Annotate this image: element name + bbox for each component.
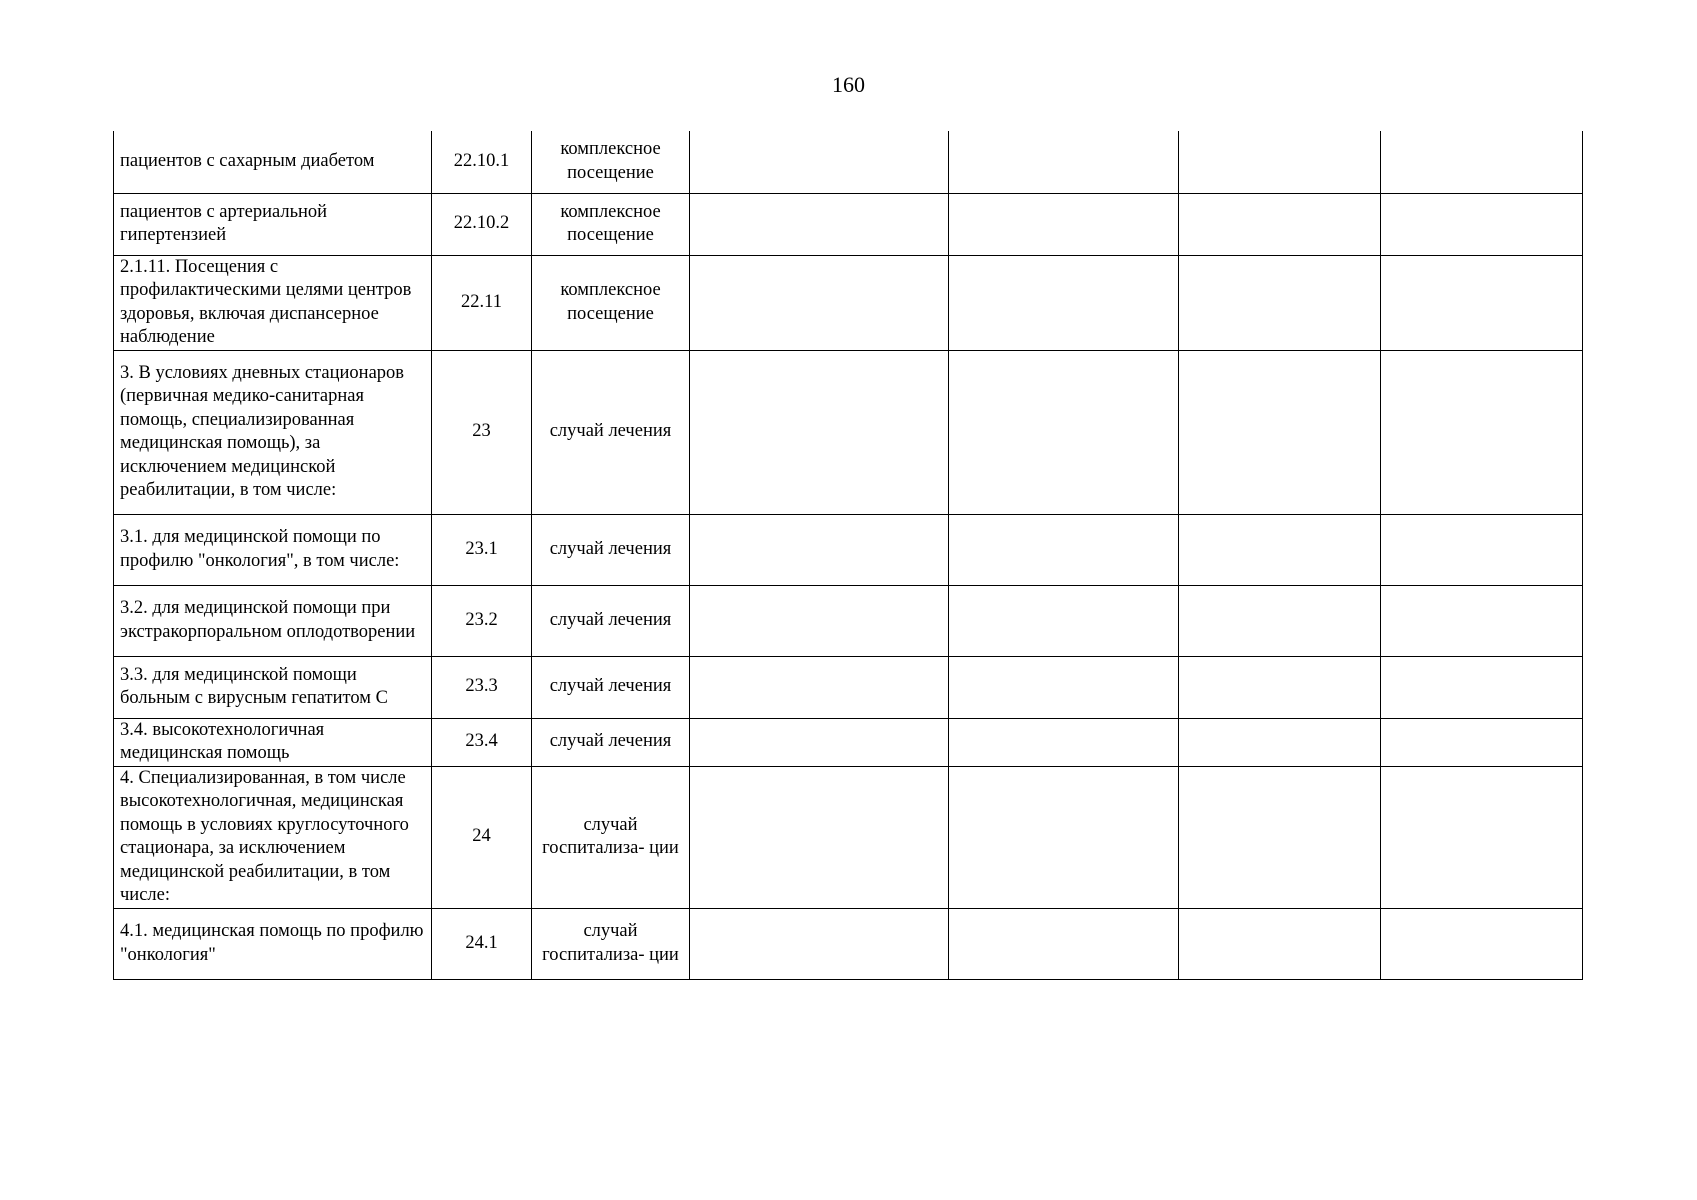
empty-cell: [690, 718, 949, 766]
row-unit-cell: случай лечения: [532, 514, 690, 585]
empty-cell: [949, 514, 1179, 585]
empty-cell: [949, 766, 1179, 908]
table-row: [114, 193, 1583, 255]
empty-cell: [1179, 766, 1381, 908]
table-row: [114, 514, 1583, 585]
row-code-cell: 22.11: [432, 255, 532, 350]
empty-cell: [1381, 908, 1583, 979]
empty-cell: [949, 656, 1179, 718]
empty-cell: [1179, 908, 1381, 979]
row-unit-cell: случай госпитализа- ции: [532, 766, 690, 908]
row-name-cell: 3.1. для медицинской помощи по профилю "онкология", в том числе:: [114, 514, 432, 585]
empty-cell: [690, 193, 949, 255]
empty-cell: [1179, 255, 1381, 350]
empty-cell: [1381, 255, 1583, 350]
row-name-cell: 4.1. медицинская помощь по профилю "онкология": [114, 908, 432, 979]
row-name-cell: 4. Специализированная, в том числе высокотехнологичная, медицинская помощь в условиях круглосуточного стационара, за исключением медицинской реабилитации, в том числе:: [114, 766, 432, 908]
empty-cell: [1179, 718, 1381, 766]
row-code-cell: 24.1: [432, 908, 532, 979]
empty-cell: [949, 718, 1179, 766]
empty-cell: [1381, 350, 1583, 514]
empty-cell: [949, 908, 1179, 979]
empty-cell: [1381, 193, 1583, 255]
table-row: [114, 585, 1583, 656]
table-row: [114, 350, 1583, 514]
row-code-cell: 23.2: [432, 585, 532, 656]
empty-cell: [1381, 514, 1583, 585]
empty-cell: [949, 131, 1179, 193]
row-name-cell: 3.2. для медицинской помощи при экстракорпоральном оплодотворении: [114, 585, 432, 656]
empty-cell: [690, 656, 949, 718]
row-name-cell: 2.1.11. Посещения с профилактическими целями центров здоровья, включая диспансерное наблюдение: [114, 255, 432, 350]
table-row: [114, 766, 1583, 908]
empty-cell: [949, 255, 1179, 350]
empty-cell: [690, 514, 949, 585]
row-code-cell: 23.1: [432, 514, 532, 585]
row-code-cell: 23: [432, 350, 532, 514]
row-code-cell: 22.10.2: [432, 193, 532, 255]
empty-cell: [690, 766, 949, 908]
empty-cell: [949, 193, 1179, 255]
empty-cell: [1179, 656, 1381, 718]
row-name-cell: 3. В условиях дневных стационаров (первичная медико-санитарная помощь, специализированная медицинская помощь), за исключением медицинской реабилитации, в том числе:: [114, 350, 432, 514]
table-row: [114, 255, 1583, 350]
row-name-cell: пациентов с сахарным диабетом: [114, 131, 432, 193]
row-unit-cell: комплексное посещение: [532, 255, 690, 350]
empty-cell: [1381, 131, 1583, 193]
empty-cell: [1381, 656, 1583, 718]
empty-cell: [690, 585, 949, 656]
empty-cell: [1179, 585, 1381, 656]
row-code-cell: 24: [432, 766, 532, 908]
document-table: [113, 131, 1583, 980]
table-row: [114, 131, 1583, 193]
empty-cell: [1381, 766, 1583, 908]
row-name-cell: 3.3. для медицинской помощи больным с вирусным гепатитом С: [114, 656, 432, 718]
row-unit-cell: случай лечения: [532, 656, 690, 718]
table-row: [114, 718, 1583, 766]
row-unit-cell: случай лечения: [532, 585, 690, 656]
empty-cell: [690, 131, 949, 193]
row-name-cell: 3.4. высокотехнологичная медицинская помощь: [114, 718, 432, 766]
empty-cell: [1179, 350, 1381, 514]
row-unit-cell: случай госпитализа- ции: [532, 908, 690, 979]
row-unit-cell: случай лечения: [532, 350, 690, 514]
empty-cell: [1179, 131, 1381, 193]
row-code-cell: 22.10.1: [432, 131, 532, 193]
row-name-cell: пациентов с артериальной гипертензией: [114, 193, 432, 255]
table-row: [114, 656, 1583, 718]
empty-cell: [690, 255, 949, 350]
empty-cell: [949, 585, 1179, 656]
empty-cell: [1381, 585, 1583, 656]
page-number: 160: [832, 72, 865, 97]
empty-cell: [1179, 193, 1381, 255]
row-unit-cell: комплексное посещение: [532, 131, 690, 193]
empty-cell: [690, 908, 949, 979]
empty-cell: [1179, 514, 1381, 585]
empty-cell: [949, 350, 1179, 514]
empty-cell: [1381, 718, 1583, 766]
table-row: [114, 908, 1583, 979]
row-code-cell: 23.3: [432, 656, 532, 718]
row-unit-cell: комплексное посещение: [532, 193, 690, 255]
row-code-cell: 23.4: [432, 718, 532, 766]
row-unit-cell: случай лечения: [532, 718, 690, 766]
empty-cell: [690, 350, 949, 514]
